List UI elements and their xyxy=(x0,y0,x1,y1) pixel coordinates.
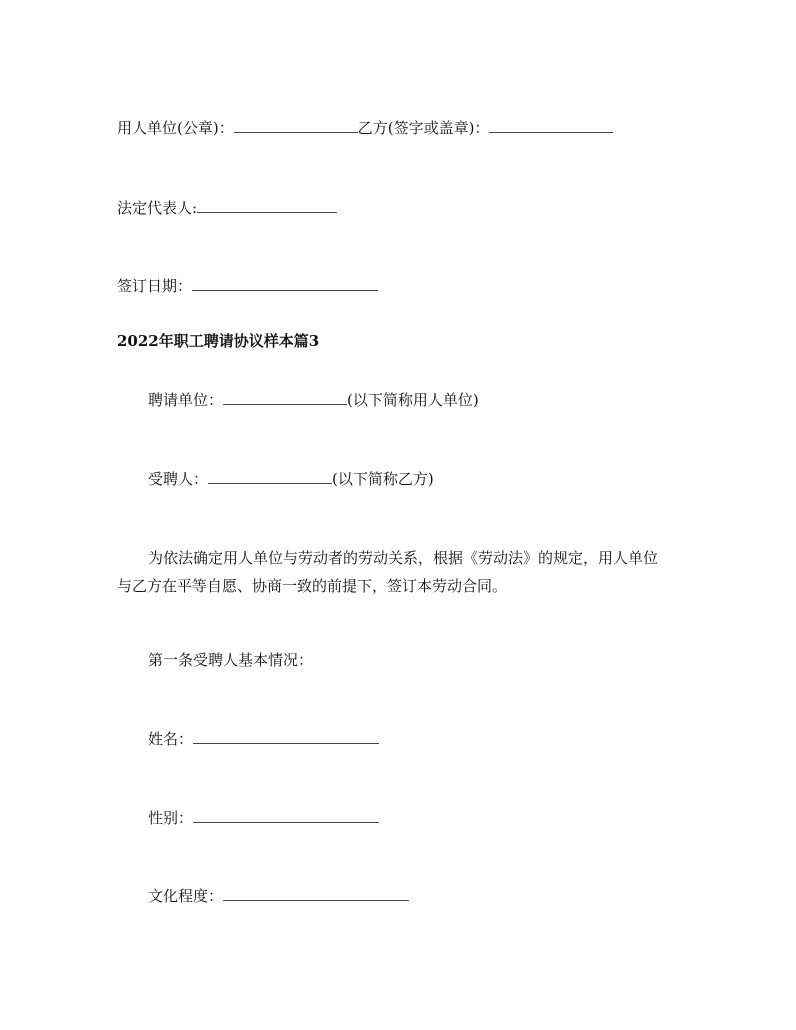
employee-note: (以下简称乙方) xyxy=(332,470,434,488)
employee-label: 受聘人： xyxy=(148,470,209,488)
signature-line-employer xyxy=(117,118,613,138)
gender-label: 性别： xyxy=(148,809,194,827)
partyb-sign-label: 乙方(签字或盖章)： xyxy=(357,119,490,137)
intro-line-2: 与乙方在平等自愿、协商一致的前提下，签订本劳动合同。 xyxy=(117,577,508,595)
legal-rep-label: 法定代表人: xyxy=(117,199,198,217)
hiring-unit-label: 聘请单位： xyxy=(148,391,224,409)
section-title: 2022年职工聘请协议样本篇3 xyxy=(117,332,320,350)
intro-paragraph xyxy=(117,544,682,600)
education-label: 文化程度： xyxy=(148,887,224,905)
intro-line-1: 为依法确定用人单位与劳动者的劳动关系，根据《劳动法》的规定，用人单位 xyxy=(148,549,659,567)
employer-seal-blank xyxy=(234,118,358,133)
article1-title: 第一条受聘人基本情况： xyxy=(148,651,314,669)
legal-rep-blank xyxy=(197,198,337,213)
sign-date-label: 签订日期： xyxy=(117,277,193,295)
name-label: 姓名： xyxy=(148,730,194,748)
hiring-unit-note: (以下简称用人单位) xyxy=(347,391,479,409)
employee-line xyxy=(148,469,434,489)
legal-rep-line xyxy=(117,198,337,218)
name-line xyxy=(148,729,379,749)
education-blank xyxy=(223,886,409,901)
partyb-sign-blank xyxy=(489,118,613,133)
hiring-unit-blank xyxy=(223,390,347,405)
hiring-unit-line xyxy=(148,390,479,410)
gender-blank xyxy=(193,808,379,823)
sign-date-line xyxy=(117,276,378,296)
name-blank xyxy=(193,729,379,744)
employer-seal-label: 用人单位(公章)： xyxy=(117,119,234,137)
education-line xyxy=(148,886,409,906)
sign-date-blank xyxy=(192,276,378,291)
employee-blank xyxy=(208,469,332,484)
gender-line xyxy=(148,808,379,828)
